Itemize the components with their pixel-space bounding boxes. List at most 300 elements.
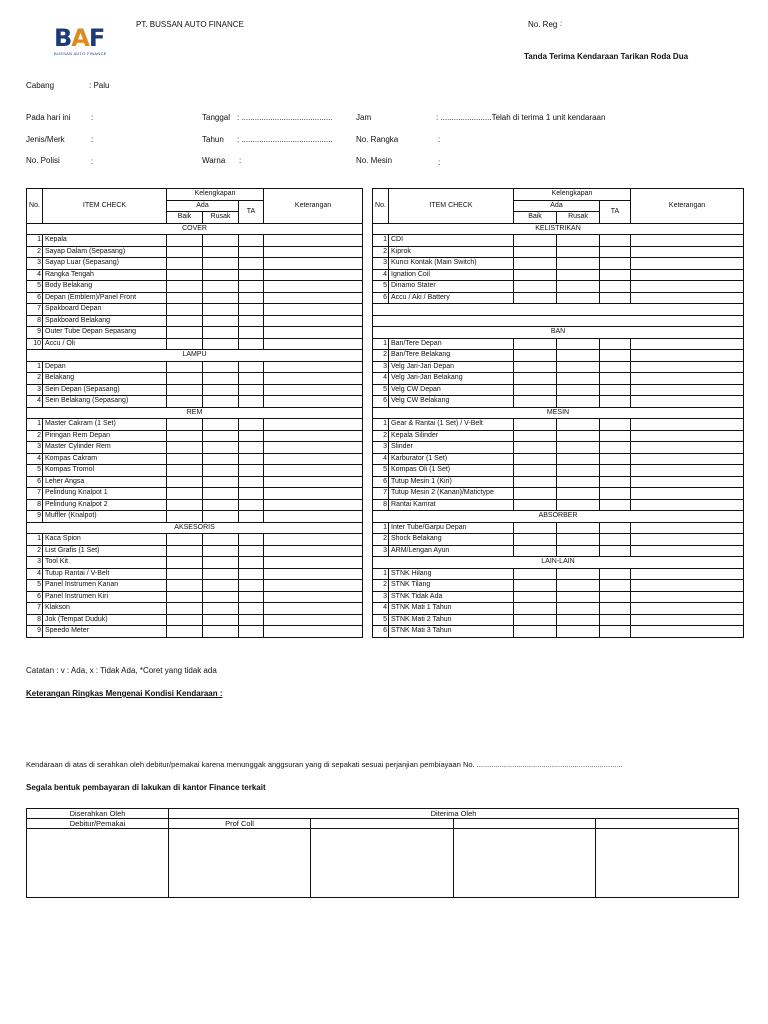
rusak-cell[interactable] [203,430,239,442]
keterangan-cell[interactable] [631,522,744,534]
ta-cell[interactable] [600,235,631,247]
rusak-cell[interactable] [203,396,239,408]
section-heading: LAMPU [27,350,363,362]
rusak-cell[interactable] [203,442,239,454]
ta-cell[interactable] [239,453,264,465]
rusak-cell[interactable] [203,361,239,373]
baik-cell[interactable] [514,258,557,270]
ta-cell[interactable] [239,235,264,247]
item-name: Outer Tube Depan Sepasang [43,327,167,339]
keterangan-cell[interactable] [631,603,744,615]
rusak-cell[interactable] [557,384,600,396]
baik-cell[interactable] [514,269,557,281]
rusak-cell[interactable] [557,373,600,385]
checklist-row [373,384,744,396]
checklist-row [27,281,363,293]
header-keterangan: Keterangan [631,189,744,224]
keterangan-cell[interactable] [264,430,363,442]
baik-cell[interactable] [167,476,203,488]
jenis-colon: : [91,135,94,144]
rusak-cell[interactable] [557,396,600,408]
checklist-row [373,545,744,557]
rusak-cell[interactable] [557,430,600,442]
keterangan-cell[interactable] [631,580,744,592]
baik-cell[interactable] [514,384,557,396]
keterangan-cell[interactable] [264,384,363,396]
keterangan-cell[interactable] [631,384,744,396]
keterangan-cell[interactable] [264,626,363,638]
checklist-row [373,603,744,615]
signature-box-3[interactable] [311,829,454,898]
ta-cell[interactable] [239,281,264,293]
rusak-cell[interactable] [203,419,239,431]
keterangan-cell[interactable] [264,373,363,385]
ta-cell[interactable] [600,396,631,408]
ta-cell[interactable] [239,246,264,258]
baik-cell[interactable] [167,465,203,477]
ta-cell[interactable] [600,580,631,592]
checklist-row [373,361,744,373]
item-name: CDI [389,235,514,247]
keterangan-cell[interactable] [264,488,363,500]
keterangan-cell[interactable] [264,511,363,523]
item-name: Rangka Tengah [43,269,167,281]
keterangan-cell[interactable] [631,626,744,638]
baik-cell[interactable] [514,350,557,362]
ta-cell[interactable] [239,534,264,546]
signature-box-4[interactable] [454,829,596,898]
rusak-cell[interactable] [557,591,600,603]
ta-cell[interactable] [600,361,631,373]
keterangan-cell[interactable] [264,465,363,477]
ta-cell[interactable] [239,442,264,454]
ta-cell[interactable] [600,442,631,454]
ta-cell[interactable] [239,568,264,580]
rusak-cell[interactable] [203,246,239,258]
ta-cell[interactable] [239,465,264,477]
rusak-cell[interactable] [557,614,600,626]
ta-cell[interactable] [600,419,631,431]
keterangan-cell[interactable] [264,442,363,454]
baik-cell[interactable] [514,488,557,500]
row-number: 2 [373,580,389,592]
baik-cell[interactable] [167,580,203,592]
keterangan-cell[interactable] [631,269,744,281]
keterangan-cell[interactable] [631,591,744,603]
row-number: 4 [27,453,43,465]
mesin-colon: : [438,158,441,167]
rusak-cell[interactable] [203,304,239,316]
ta-cell[interactable] [239,361,264,373]
rusak-cell[interactable] [557,603,600,615]
baik-cell[interactable] [167,419,203,431]
baik-cell[interactable] [167,534,203,546]
baik-cell[interactable] [167,499,203,511]
keterangan-cell[interactable] [264,453,363,465]
keterangan-cell[interactable] [264,557,363,569]
ta-cell[interactable] [600,488,631,500]
keterangan-cell[interactable] [631,419,744,431]
item-name: Karburator (1 Set) [389,453,514,465]
checklist-row [27,557,363,569]
keterangan-cell[interactable] [631,476,744,488]
baik-cell[interactable] [167,281,203,293]
keterangan-cell[interactable] [631,246,744,258]
baik-cell[interactable] [514,338,557,350]
rusak-cell[interactable] [203,315,239,327]
baik-cell[interactable] [514,235,557,247]
keterangan-cell[interactable] [264,246,363,258]
ta-cell[interactable] [600,614,631,626]
rusak-cell[interactable] [203,465,239,477]
item-name: Accu / Aki / Battery [389,292,514,304]
keterangan-cell[interactable] [264,258,363,270]
baik-cell[interactable] [167,338,203,350]
baik-cell[interactable] [514,453,557,465]
ta-cell[interactable] [239,396,264,408]
rusak-cell[interactable] [203,338,239,350]
ta-cell[interactable] [239,557,264,569]
baik-cell[interactable] [167,292,203,304]
ta-cell[interactable] [600,258,631,270]
baik-cell[interactable] [167,361,203,373]
keterangan-cell[interactable] [631,488,744,500]
keterangan-cell[interactable] [264,591,363,603]
keterangan-cell[interactable] [264,304,363,316]
row-number: 1 [373,419,389,431]
section-heading: AKSESORIS [27,522,363,534]
keterangan-cell[interactable] [631,338,744,350]
baik-cell[interactable] [167,511,203,523]
baik-cell[interactable] [514,614,557,626]
ta-cell[interactable] [239,338,264,350]
item-name: Speedo Meter [43,626,167,638]
row-number: 5 [27,580,43,592]
baik-cell[interactable] [514,246,557,258]
ta-cell[interactable] [600,476,631,488]
rusak-cell[interactable] [203,499,239,511]
signature-box-5[interactable] [596,829,739,898]
baik-cell[interactable] [167,442,203,454]
row-number: 1 [373,522,389,534]
rusak-cell[interactable] [203,476,239,488]
ta-cell[interactable] [239,430,264,442]
rusak-cell[interactable] [203,614,239,626]
keterangan-cell[interactable] [631,499,744,511]
item-name: Tutup Mesin 1 (Kiri) [389,476,514,488]
baik-cell[interactable] [167,258,203,270]
rusak-cell[interactable] [557,361,600,373]
ta-cell[interactable] [600,246,631,258]
signature-box-debitur[interactable] [27,829,169,898]
keterangan-cell[interactable] [264,269,363,281]
rusak-cell[interactable] [203,580,239,592]
baik-cell[interactable] [167,545,203,557]
baik-cell[interactable] [167,384,203,396]
baik-cell[interactable] [167,327,203,339]
baik-cell[interactable] [514,361,557,373]
baik-cell[interactable] [514,419,557,431]
ta-cell[interactable] [600,338,631,350]
baik-cell[interactable] [167,453,203,465]
baik-cell[interactable] [167,373,203,385]
baik-cell[interactable] [514,568,557,580]
keterangan-cell[interactable] [631,292,744,304]
ta-cell[interactable] [600,281,631,293]
checklist-row [373,269,744,281]
keterangan-cell[interactable] [264,338,363,350]
baik-cell[interactable] [514,626,557,638]
checklist-row [373,453,744,465]
rusak-cell[interactable] [203,568,239,580]
row-number: 3 [373,591,389,603]
rusak-cell[interactable] [203,327,239,339]
checklist-row [373,419,744,431]
baik-cell[interactable] [514,603,557,615]
ta-cell[interactable] [239,580,264,592]
keterangan-cell[interactable] [264,396,363,408]
item-name: Dinamo Stater [389,281,514,293]
baik-cell[interactable] [514,534,557,546]
baik-cell[interactable] [167,235,203,247]
rusak-cell[interactable] [203,258,239,270]
row-number: 4 [27,396,43,408]
keterangan-cell[interactable] [631,258,744,270]
checklist-row [373,442,744,454]
ta-cell[interactable] [239,373,264,385]
keterangan-cell[interactable] [264,292,363,304]
ta-cell[interactable] [600,350,631,362]
baik-cell[interactable] [167,488,203,500]
keterangan-cell[interactable] [631,430,744,442]
rusak-cell[interactable] [203,453,239,465]
keterangan-cell[interactable] [631,396,744,408]
baik-cell[interactable] [167,396,203,408]
ta-cell[interactable] [239,258,264,270]
rusak-cell[interactable] [557,488,600,500]
rusak-cell[interactable] [203,281,239,293]
rusak-cell[interactable] [203,384,239,396]
keterangan-cell[interactable] [631,235,744,247]
rusak-cell[interactable] [557,465,600,477]
keterangan-cell[interactable] [264,327,363,339]
section-heading: COVER [27,223,363,235]
keterangan-cell[interactable] [264,281,363,293]
baik-cell[interactable] [167,315,203,327]
rusak-cell[interactable] [557,442,600,454]
polisi-label: No. Polisi [26,156,60,165]
baik-cell[interactable] [514,281,557,293]
rusak-cell[interactable] [203,591,239,603]
item-name: STNK Mati 3 Tahun [389,626,514,638]
section-heading: REM [27,407,363,419]
ta-cell[interactable] [239,315,264,327]
ta-cell[interactable] [600,591,631,603]
keterangan-cell[interactable] [264,315,363,327]
ta-cell[interactable] [239,488,264,500]
baik-cell[interactable] [514,465,557,477]
rusak-cell[interactable] [557,281,600,293]
rusak-cell[interactable] [203,269,239,281]
ta-cell[interactable] [239,545,264,557]
ta-cell[interactable] [600,292,631,304]
item-name: Spakboard Depan [43,304,167,316]
rusak-cell[interactable] [203,292,239,304]
keterangan-cell[interactable] [631,534,744,546]
checklist-row [373,591,744,603]
rusak-cell[interactable] [557,499,600,511]
rusak-cell[interactable] [203,534,239,546]
keterangan-cell[interactable] [631,373,744,385]
baik-cell[interactable] [514,522,557,534]
rusak-cell[interactable] [203,626,239,638]
rusak-cell[interactable] [203,603,239,615]
jenis-label: Jenis/Merk [26,135,65,144]
item-name: Sayap Luar (Sepasang) [43,258,167,270]
keterangan-cell[interactable] [631,568,744,580]
ta-cell[interactable] [600,430,631,442]
keterangan-cell[interactable] [631,281,744,293]
item-name: Kaca Spion [43,534,167,546]
baik-cell[interactable] [167,269,203,281]
keterangan-cell[interactable] [264,235,363,247]
keterangan-cell[interactable] [264,614,363,626]
ta-cell[interactable] [239,269,264,281]
keterangan-cell[interactable] [264,476,363,488]
ta-cell[interactable] [600,568,631,580]
rusak-cell[interactable] [557,246,600,258]
baik-cell[interactable] [514,499,557,511]
rusak-cell[interactable] [557,580,600,592]
row-number: 6 [27,292,43,304]
baik-cell[interactable] [514,430,557,442]
rusak-cell[interactable] [203,488,239,500]
rusak-cell[interactable] [557,350,600,362]
keterangan-cell[interactable] [264,580,363,592]
jam-label: Jam [356,113,372,122]
keterangan-cell[interactable] [264,603,363,615]
ta-cell[interactable] [600,373,631,385]
ta-cell[interactable] [600,499,631,511]
keterangan-cell[interactable] [631,350,744,362]
row-number: 2 [373,534,389,546]
ta-cell[interactable] [600,465,631,477]
baik-cell[interactable] [167,568,203,580]
baik-cell[interactable] [167,614,203,626]
ta-cell[interactable] [239,419,264,431]
rusak-cell[interactable] [203,373,239,385]
checklist-row [27,453,363,465]
rusak-cell[interactable] [203,511,239,523]
ta-cell[interactable] [239,614,264,626]
row-number: 5 [27,465,43,477]
rusak-cell[interactable] [203,545,239,557]
ta-cell[interactable] [239,327,264,339]
ta-cell[interactable] [239,384,264,396]
baik-cell[interactable] [514,373,557,385]
signature-box-prof-coll[interactable] [169,829,311,898]
keterangan-cell[interactable] [264,534,363,546]
baik-cell[interactable] [167,304,203,316]
keterangan-cell[interactable] [631,465,744,477]
keterangan-cell[interactable] [264,419,363,431]
baik-cell[interactable] [514,292,557,304]
ta-cell[interactable] [239,626,264,638]
rusak-cell[interactable] [557,522,600,534]
rusak-cell[interactable] [557,476,600,488]
ta-cell[interactable] [239,292,264,304]
keterangan-cell[interactable] [264,568,363,580]
keterangan-cell[interactable] [631,361,744,373]
ta-cell[interactable] [600,603,631,615]
keterangan-cell[interactable] [631,442,744,454]
rusak-cell[interactable] [557,626,600,638]
rusak-cell[interactable] [557,338,600,350]
baik-cell[interactable] [514,396,557,408]
keterangan-cell[interactable] [631,453,744,465]
ta-cell[interactable] [239,511,264,523]
baik-cell[interactable] [167,591,203,603]
ta-cell[interactable] [239,603,264,615]
ta-cell[interactable] [600,522,631,534]
baik-cell[interactable] [514,545,557,557]
rusak-cell[interactable] [203,557,239,569]
baik-cell[interactable] [167,430,203,442]
baik-cell[interactable] [167,626,203,638]
rusak-cell[interactable] [557,292,600,304]
baik-cell[interactable] [167,246,203,258]
baik-cell[interactable] [514,591,557,603]
header-item-check: ITEM CHECK [389,189,514,224]
ta-cell[interactable] [239,476,264,488]
baik-cell[interactable] [514,476,557,488]
keterangan-cell[interactable] [264,361,363,373]
cabang-value: : Palu [89,81,110,90]
keterangan-cell[interactable] [264,499,363,511]
ta-cell[interactable] [239,591,264,603]
rusak-cell[interactable] [557,534,600,546]
rusak-cell[interactable] [557,419,600,431]
baik-cell[interactable] [514,580,557,592]
ta-cell[interactable] [600,626,631,638]
keterangan-cell[interactable] [631,545,744,557]
rusak-cell[interactable] [203,235,239,247]
ta-cell[interactable] [600,384,631,396]
ta-cell[interactable] [600,545,631,557]
ta-cell[interactable] [600,453,631,465]
keterangan-cell[interactable] [264,545,363,557]
ta-cell[interactable] [600,534,631,546]
ta-cell[interactable] [600,269,631,281]
keterangan-cell[interactable] [631,614,744,626]
baik-cell[interactable] [167,603,203,615]
rusak-cell[interactable] [557,545,600,557]
ta-cell[interactable] [239,499,264,511]
item-name: Kunci Kontak (Main Switch) [389,258,514,270]
checklist-row [27,568,363,580]
header-kelengkapan: Kelengkapan [167,189,264,201]
baik-cell[interactable] [514,442,557,454]
rusak-cell[interactable] [557,269,600,281]
ta-cell[interactable] [239,304,264,316]
baik-cell[interactable] [167,557,203,569]
rusak-cell[interactable] [557,235,600,247]
row-number: 10 [27,338,43,350]
rusak-cell[interactable] [557,568,600,580]
checklist-row [27,396,363,408]
rusak-cell[interactable] [557,453,600,465]
rusak-cell[interactable] [557,258,600,270]
